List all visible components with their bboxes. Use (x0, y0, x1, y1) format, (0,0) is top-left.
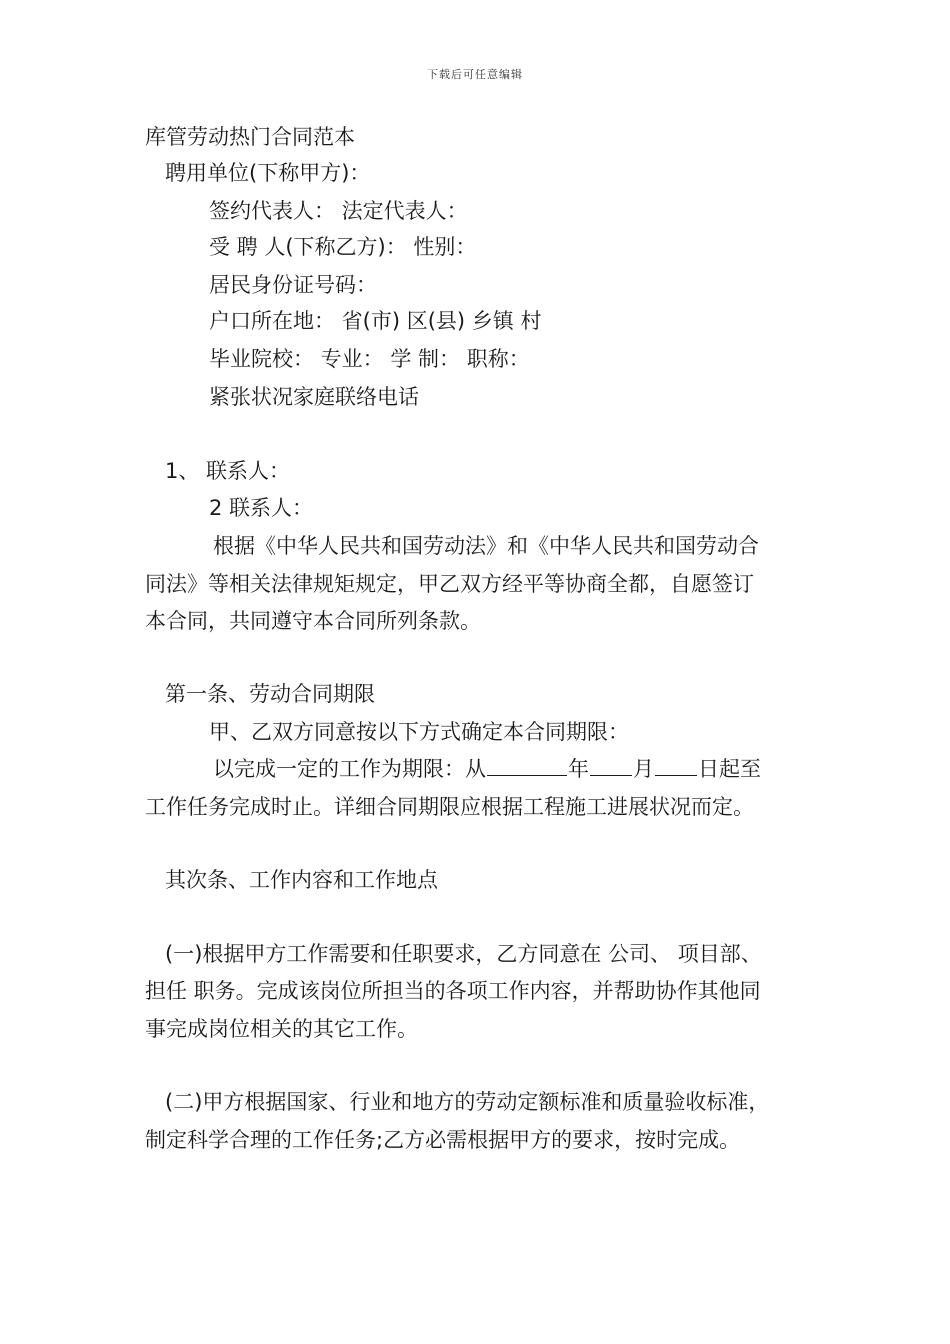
article-2-item-1-line-3: 事完成岗位相关的其它工作。 (145, 1017, 418, 1041)
year-blank (487, 755, 567, 776)
emergency-line: 紧张状况家庭联络电话 (209, 385, 419, 409)
article-1-title: 第一条、劳动合同期限 (165, 682, 375, 706)
id-number-line: 居民身份证号码： (209, 273, 377, 297)
term-prefix: 以完成一定的工作为期限：从 (213, 757, 486, 781)
article-1-paragraph-1: 甲、乙双方同意按以下方式确定本合同期限： (209, 720, 629, 744)
intro-line-1: 根据《中华人民共和国劳动法》和《中华人民共和国劳动合 (213, 534, 759, 558)
document-title: 库管劳动热门合同范本 (145, 125, 355, 149)
article-2-item-2-line-1: (二)甲方根据国家、行业和地方的劳动定额标准和质量验收标准， (165, 1090, 770, 1114)
article-2-item-2-line-2: 制定科学合理的工作任务;乙方必需根据甲方的要求，按时完成。 (145, 1128, 741, 1152)
month-blank (590, 755, 632, 776)
signer-line: 签约代表人： 法定代表人： (209, 199, 468, 223)
article-1-paragraph-2 (213, 755, 761, 783)
header-note: 下载后可任意编辑 (427, 68, 523, 81)
contact-1-line: 1、 联系人： (165, 459, 291, 483)
contact-2-line: 2 联系人： (209, 496, 314, 520)
employer-line: 聘用单位(下称甲方)： (165, 161, 371, 185)
employee-line: 受 聘 人(下称乙方)： 性别： (209, 235, 477, 259)
day-blank (655, 755, 697, 776)
day-label: 日起至 (698, 757, 761, 781)
hukou-line: 户口所在地： 省(市) 区(县) 乡镇 村 (209, 309, 542, 333)
article-2-item-1-line-1: (一)根据甲方工作需要和任职要求，乙方同意在 公司、 项目部、 (165, 942, 762, 966)
article-1-paragraph-2-cont: 工作任务完成时止。详细合同期限应根据工程施工进展状况而定。 (145, 795, 754, 819)
intro-line-3: 本合同，共同遵守本合同所列条款。 (145, 609, 481, 633)
school-line: 毕业院校： 专业： 学 制： 职称： (209, 347, 530, 371)
month-label: 月 (633, 757, 654, 781)
intro-line-2: 同法》等相关法律规矩规定，甲乙双方经平等协商全都，自愿签订 (145, 572, 754, 596)
year-label: 年 (568, 757, 589, 781)
article-2-title: 其次条、工作内容和工作地点 (165, 868, 438, 892)
article-2-item-1-line-2: 担任 职务。完成该岗位所担当的各项工作内容，并帮助协作其他同 (145, 979, 761, 1003)
